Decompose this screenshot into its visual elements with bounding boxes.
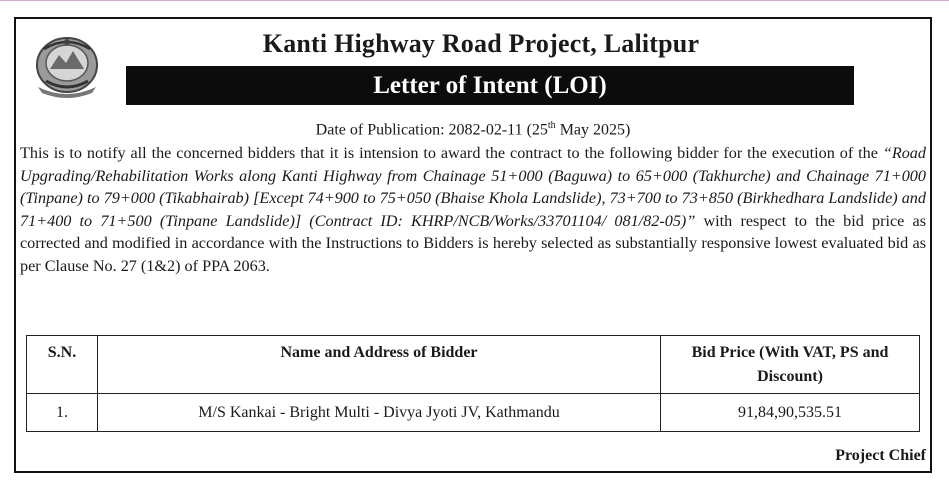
publication-date xyxy=(16,120,930,139)
header-bidder: Name and Address of Bidder xyxy=(98,336,661,394)
publication-date-sup: th xyxy=(547,120,556,131)
publication-date-prefix: Date of Publication: 2082-02-11 (25 xyxy=(315,121,548,139)
bidder-table xyxy=(26,335,920,432)
table-header-row xyxy=(27,336,920,394)
cell-price: 91,84,90,535.51 xyxy=(661,394,920,432)
notice-body xyxy=(20,142,926,278)
government-emblem-icon xyxy=(30,29,104,99)
notice-conclusion: with respect to the bid price as corrected and modified in accordance with the Instructions to Bidders is hereby selected as substantially responsive lowest evaluated bid as per Clause No. 27 (1&2) of PPA 2063. xyxy=(20,211,926,275)
project-title: Kanti Highway Road Project, Lalitpur xyxy=(262,29,700,58)
signatory: Project Chief xyxy=(835,447,926,464)
cell-bidder: M/S Kankai - Bright Multi - Divya Jyoti JV, Kathmandu xyxy=(98,394,661,432)
loi-banner: Letter of Intent (LOI) xyxy=(126,66,854,105)
header-sn: S.N. xyxy=(27,336,98,394)
cell-sn: 1. xyxy=(27,394,98,432)
header-price: Bid Price (With VAT, PS and Discount) xyxy=(661,336,920,394)
notice-box xyxy=(14,17,932,473)
contract-description: “Road Upgrading/Rehabilitation Works along Kanti Highway from Chainage 51+000 (Baguwa) to 65+000 (Takhurche) and Chainage 71+000 (Tinpane) to 79+000 (Tikabhairab) [Except 74+900 to 75+050 (Bhaise Khola Landslide), 73+700 to 73+850 (Birkhedhara Landslide) and 71+400 to 71+500 (Tinpane Landslide)] (Contract ID: KHRP/NCB/Works/33701104/ 081/82-05)” xyxy=(20,144,926,230)
table-row xyxy=(27,394,920,432)
top-rule xyxy=(0,0,949,1)
notice-intro: This is to notify all the concerned bidders that it is intension to award the contract to the following bidder for the execution of the xyxy=(20,144,883,162)
publication-date-suffix: May 2025) xyxy=(555,121,631,139)
